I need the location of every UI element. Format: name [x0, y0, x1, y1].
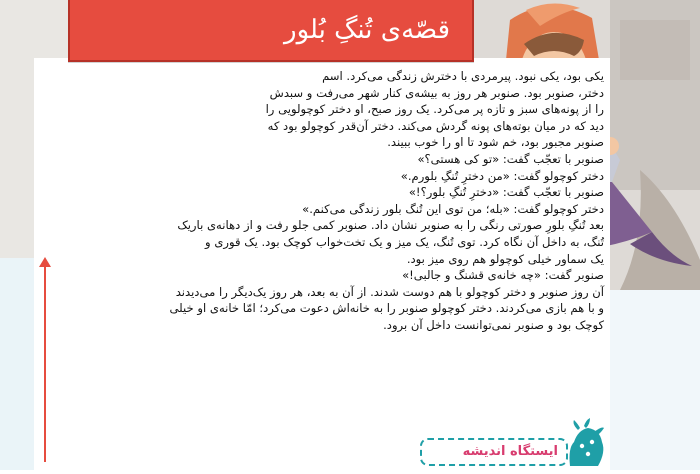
story-line: صنوبر گفت: «چه خانه‌ی قشنگ و جالبی!» [402, 268, 604, 283]
story-line: دختر کوچولو گفت: «بله؛ من توی این تُنگ بلور زندگی می‌کنم.» [302, 201, 604, 216]
story-line: صنوبر با تعجّب گفت: «دخترِ تُنگِ بلور؟!» [408, 185, 604, 200]
story-line: صنوبر با تعجّب گفت: «تو کی هستی؟» [417, 151, 604, 166]
story-line: دید که در میان بوته‌های پونه گردش می‌کند. دختر آن‌قدر کوچولو بود که [267, 118, 604, 133]
story-line: دختر، صنوبر بود. صنوبر هر روز به بیشه‌ی کنار شهر می‌رفت و سبدش [269, 85, 604, 100]
story-line: کوچک بود و صنوبر نمی‌توانست داخل آن برود. [383, 317, 604, 332]
title-banner [68, 0, 474, 62]
story-line: دختر کوچولو گفت: «من دخترِ تُنگِ بلورم.» [400, 168, 604, 183]
story-line: بعد تُنگِ بلورِ صورتی رنگی را به صنوبر نشان داد. صنوبر کمی جلو رفت و از دهانه‌ی باریک [177, 218, 604, 233]
story-line: تُنگ، به داخل آن نگاه کرد. توی تُنگ، یک میز و یک تخت‌خواب کوچک بود. یک قوری و [205, 234, 604, 249]
story-line: یک سماور خیلی کوچولو هم روی میز بود. [406, 251, 604, 266]
thinking-station-label: ایستگاه اندیشه [462, 444, 558, 459]
story-line: صنوبر مجبور بود، خم شود تا او را خوب ببیند. [387, 135, 604, 150]
left-guide-line [44, 262, 46, 462]
story-line: را از پونه‌های سبز و تازه پر می‌کرد. یک روز صبح، او دختر کوچولویی را [265, 102, 604, 117]
tree-head-icon-svg [560, 418, 608, 470]
story-line: آن روز صنوبر و دختر کوچولو با هم دوست شدند. از آن به بعد، هر روز یک‌دیگر را می‌دیدند [175, 284, 604, 299]
tree-head-icon [560, 418, 608, 470]
story-line: یکی بود، یکی نبود. پیرمردی با دخترش زندگی می‌کرد. اسم [322, 69, 604, 83]
page-title: قصّه‌ی تُنگِ بُلور [284, 15, 450, 45]
story-text [64, 68, 604, 334]
story-line: و با هم بازی می‌کردند. دختر کوچولو صنوبر را به خانه‌اش دعوت می‌کرد؛ امّا خانه‌ی او خیلی [169, 301, 604, 316]
thinking-station-box [420, 438, 568, 466]
